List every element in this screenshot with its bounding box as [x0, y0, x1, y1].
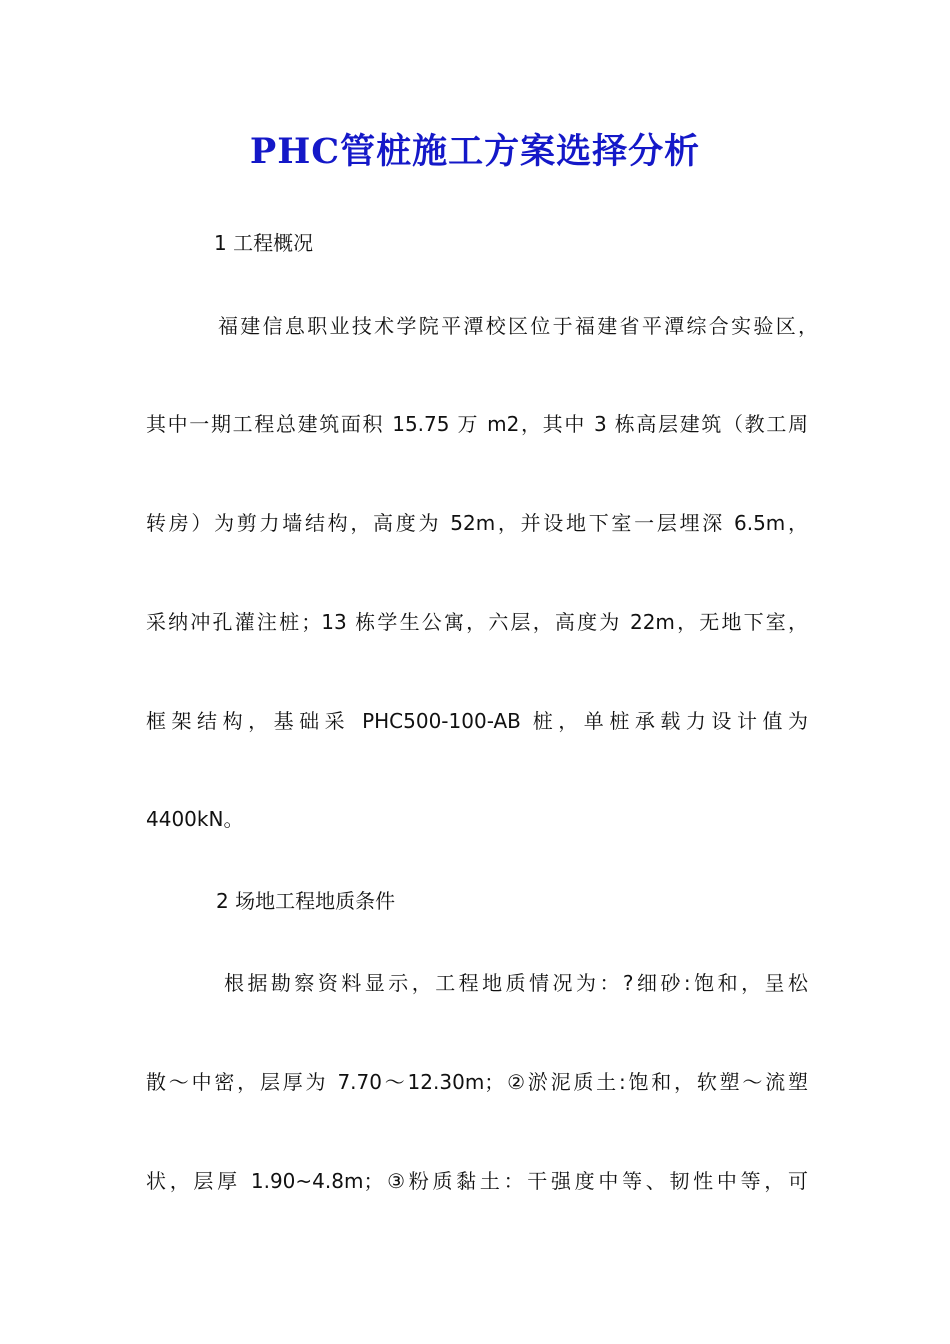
- paragraph-line: 根据勘察资料显示，工程地质情况为：?细砂:饱和，呈松: [224, 971, 808, 995]
- paragraph-line: 4400kN。: [146, 807, 244, 831]
- section-heading-2: 2 场地工程地质条件: [216, 889, 396, 913]
- paragraph-line: 转房）为剪力墙结构，高度为 52m，并设地下室一层埋深 6.5m，: [146, 511, 808, 535]
- paragraph-line: 状，层厚 1.90~4.8m；③粉质黏土：干强度中等、韧性中等，可: [146, 1169, 808, 1193]
- paragraph-line: 福建信息职业技术学院平潭校区位于福建省平潭综合实验区，: [218, 314, 818, 338]
- paragraph-line: 散～中密，层厚为 7.70～12.30m；②淤泥质土:饱和，软塑～流塑: [146, 1070, 808, 1094]
- paragraph-line: 采纳冲孔灌注桩；13 栋学生公寓，六层，高度为 22m，无地下室，: [146, 610, 808, 634]
- section-heading-1: 1 工程概况: [214, 231, 314, 255]
- document-title: PHC管桩施工方案选择分析: [249, 131, 701, 172]
- paragraph-line: 框架结构，基础采 PHC500-100-AB 桩，单桩承载力设计值为: [146, 709, 808, 733]
- paragraph-line: 其中一期工程总建筑面积 15.75 万 m2，其中 3 栋高层建筑（教工周: [146, 412, 808, 436]
